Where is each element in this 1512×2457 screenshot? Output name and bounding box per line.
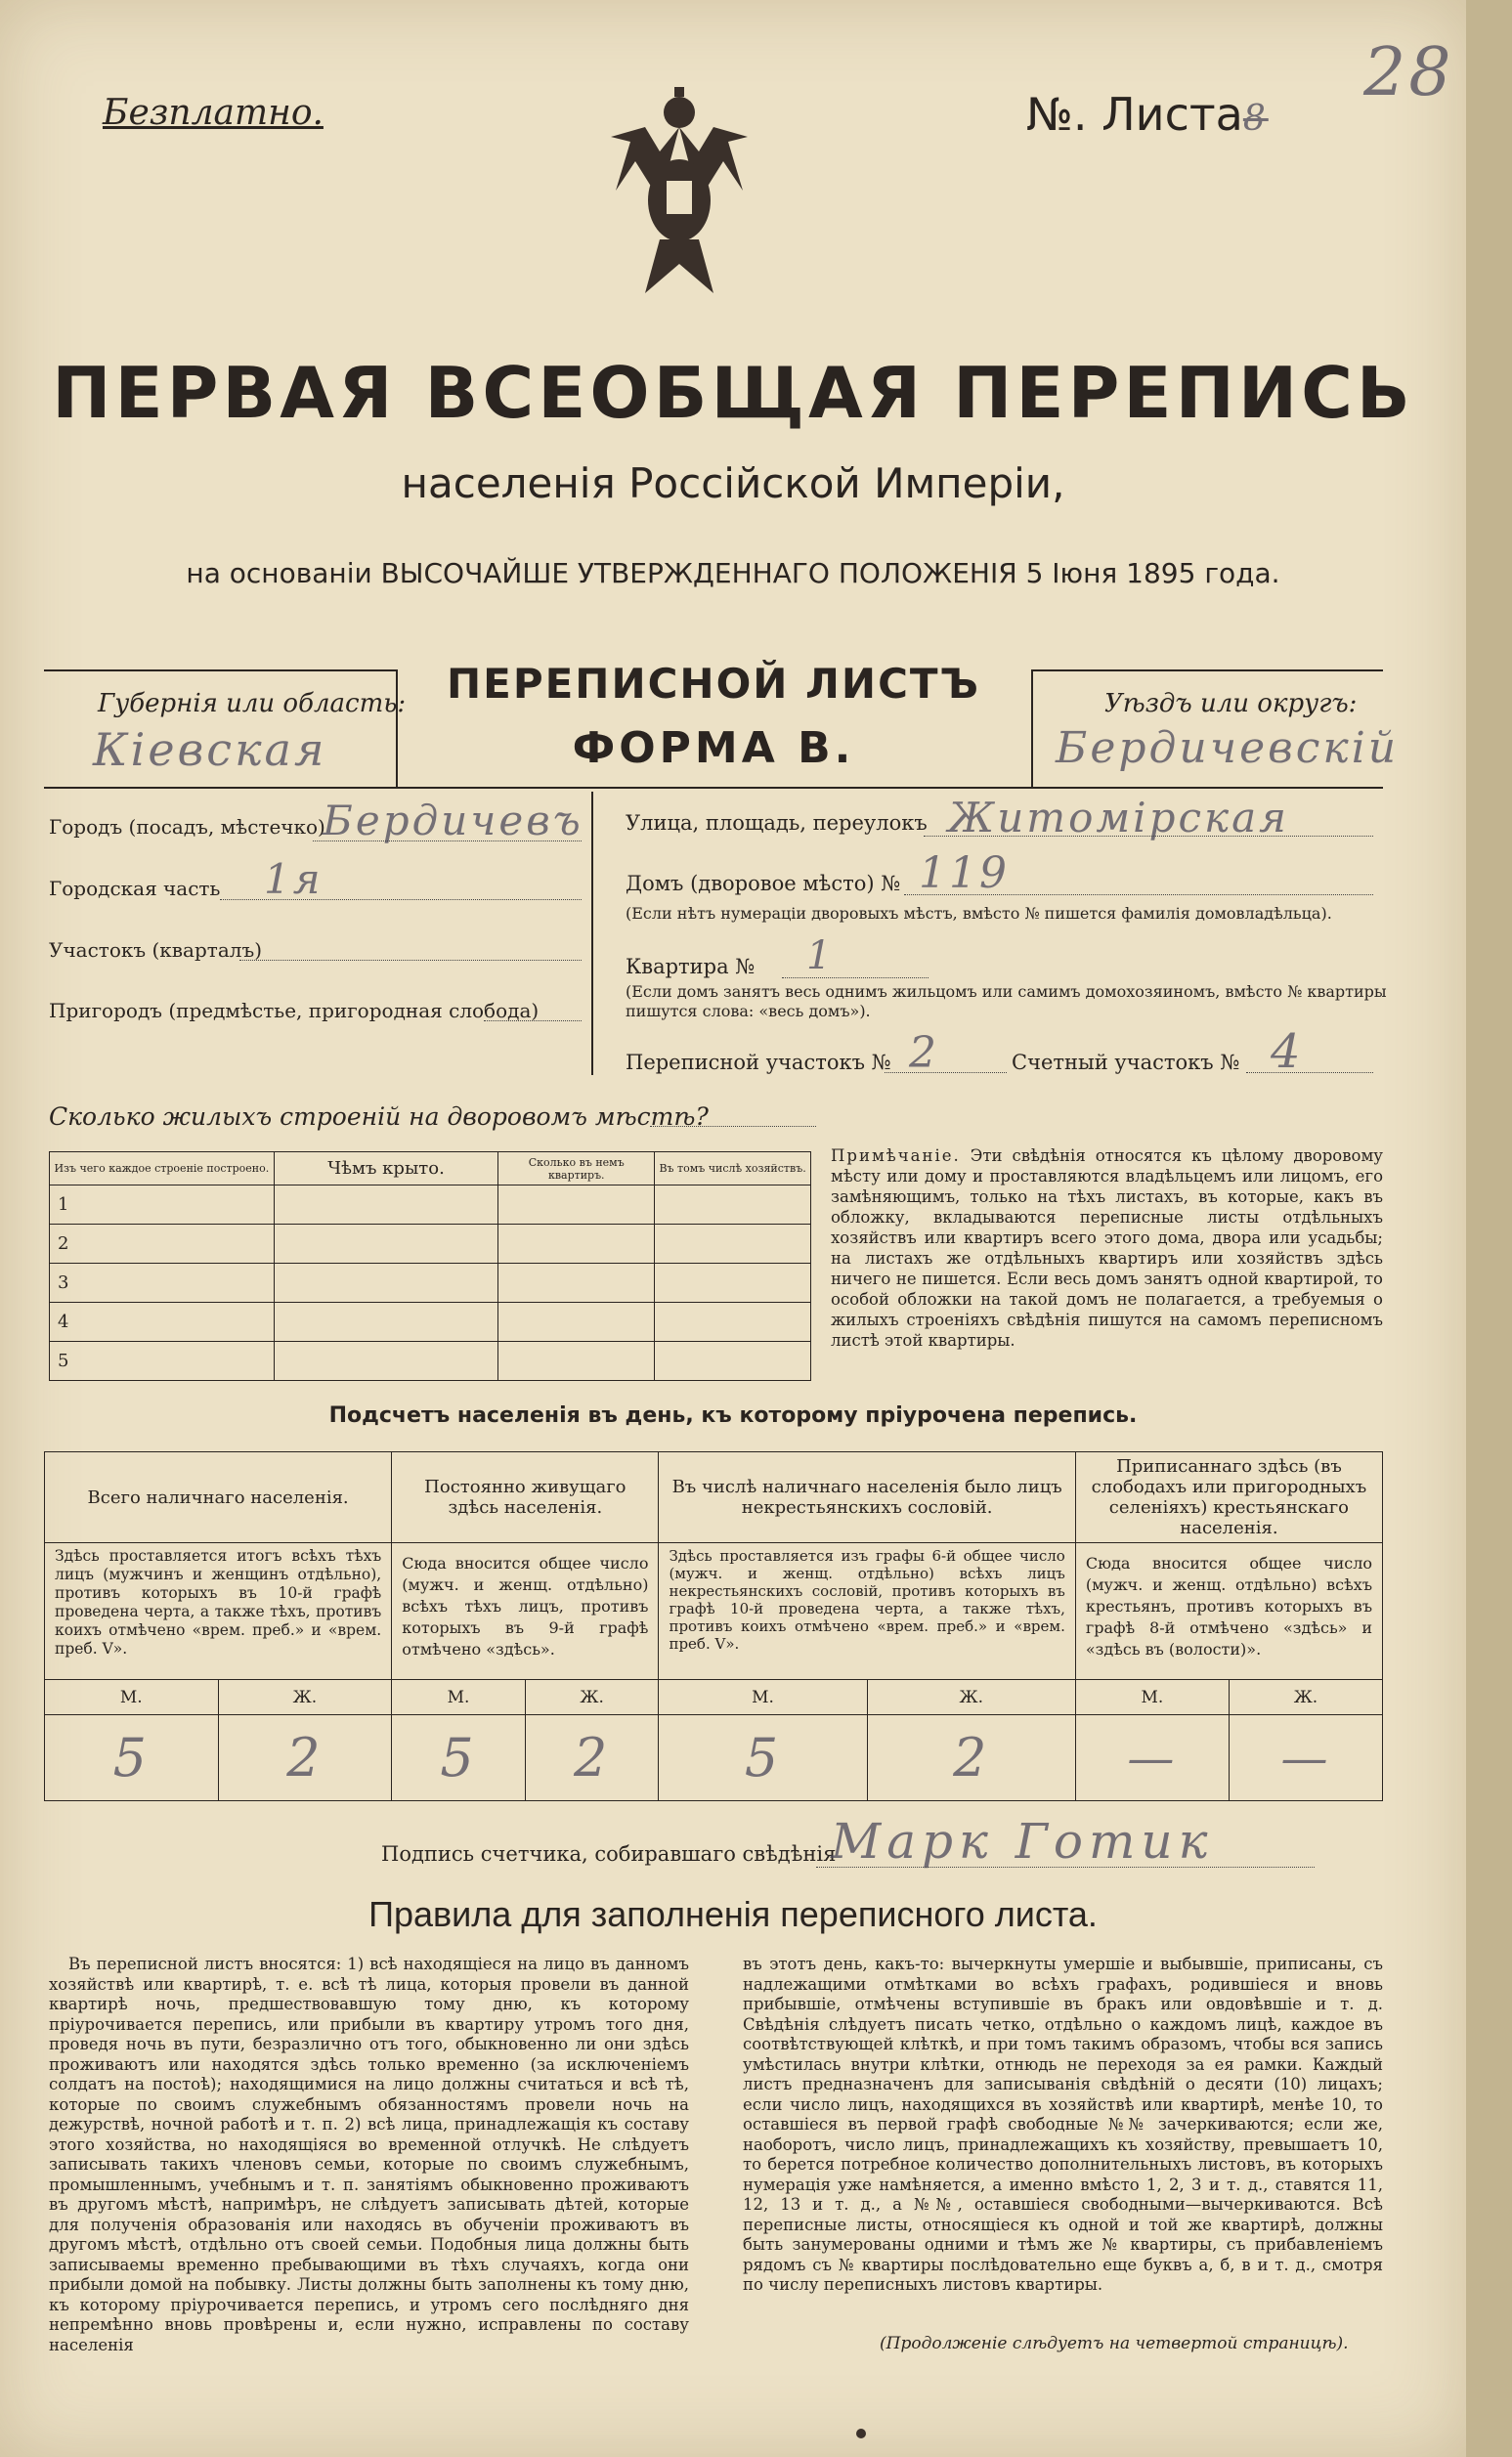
form-title: ПЕРЕПИСНОЙ ЛИСТЪ: [446, 660, 981, 708]
count-value-male: 5: [45, 1715, 219, 1801]
table-cell: [498, 1225, 655, 1264]
count-district-value: 4: [1271, 1024, 1304, 1079]
buildings-header: Въ томъ числѣ хозяйствъ.: [655, 1152, 811, 1185]
count-col-head: Всего наличнаго населенія.: [45, 1452, 392, 1543]
table-cell: [655, 1342, 811, 1381]
table-cell: [498, 1303, 655, 1342]
note-title: Примѣчаніе.: [831, 1146, 961, 1165]
count-col-head: Въ числѣ наличнаго населенія было лицъ некрестьянскихъ сословій.: [659, 1452, 1075, 1543]
page-title: ПЕРВАЯ ВСЕОБЩАЯ ПЕРЕПИСЬ: [52, 352, 1414, 434]
rules-title: Правила для заполненія переписного листа.: [368, 1894, 1098, 1934]
buildings-header: Чѣмъ крыто.: [274, 1152, 498, 1185]
rule: [1031, 669, 1383, 671]
building-row-number: 2: [50, 1225, 275, 1264]
building-row-number: 5: [50, 1342, 275, 1381]
house-label: Домъ (дворовое мѣсто) №: [626, 872, 901, 895]
building-row-number: 1: [50, 1185, 275, 1225]
count-value-female: 2: [867, 1715, 1075, 1801]
table-cell: [655, 1225, 811, 1264]
city-row: Городъ (посадъ, мѣстечко): [49, 815, 325, 839]
province-value: Кіевская: [93, 723, 327, 776]
male-label: М.: [45, 1680, 219, 1715]
punch-hole-icon: [856, 2429, 866, 2438]
form-name: ФОРМА В.: [572, 723, 855, 773]
count-value-female: —: [1229, 1715, 1382, 1801]
count-col-head: Приписаннаго здѣсь (въ слободахъ или пригородныхъ селеніяхъ) крестьянскаго населенія.: [1075, 1452, 1382, 1543]
buildings-header: Изъ чего каждое строеніе построено.: [50, 1152, 275, 1185]
free-label: Безплатно.: [103, 93, 324, 133]
table-cell: [274, 1185, 498, 1225]
buildings-note: [831, 1145, 1383, 1351]
note-text: Эти свѣдѣнія относятся къ цѣлому дворовому мѣсту или дому и проставляются владѣльцемъ или лицомъ, его замѣняющимъ, только на тѣхъ листахъ, въ которые, какъ въ обложку, вкладываются переписные листы отдѣльныхъ хозяйствъ или квартиръ всего этого дома, двора или усадьбы; на листахъ же отдѣльныхъ квартиръ или хозяйствъ здѣсь ничего не пишется. Если весь домъ занятъ одной квартирой, то особой обложки на такой домъ не полагается, а требуемыя о жилыхъ строеніяхъ свѣдѣнія пишутся на самомъ переписномъ листѣ этой квартиры.: [831, 1146, 1383, 1350]
district-value: Бердичевскій: [1056, 723, 1400, 773]
city-value: Бердичевъ: [323, 797, 583, 844]
city-part-label: Городская часть: [49, 877, 221, 900]
precinct-line: [239, 960, 582, 961]
sheet-number-value: 8: [1242, 99, 1269, 139]
count-col-desc: Сюда вносится общее число (мужч. и женщ. отдѣльно) всѣхъ крестьянъ, противъ которыхъ въ графѣ 8-й отмѣчено «здѣсь» и «здѣсь въ (волости)».: [1075, 1543, 1382, 1680]
table-cell: [655, 1264, 811, 1303]
count-col-desc: Здѣсь проставляется итогъ всѣхъ тѣхъ лицъ (мужчинъ и женщинъ отдѣльно), противъ которыхъ въ 10-й графѣ проведена черта, а также тѣхъ, противъ коихъ отмѣчено «врем. преб.» и «врем. преб. V».: [45, 1543, 392, 1680]
signature-label: Подпись счетчика, собиравшаго свѣдѣнія: [381, 1842, 837, 1866]
count-value-male: 5: [659, 1715, 867, 1801]
street-line: [924, 836, 1373, 837]
rule: [1031, 669, 1033, 787]
sheet-number-label: №. Листа8: [1026, 88, 1269, 141]
female-label: Ж.: [867, 1680, 1075, 1715]
signature-value: Марк Готик: [831, 1813, 1214, 1870]
rule: [44, 669, 396, 671]
male-label: М.: [659, 1680, 867, 1715]
apartment-label: Квартира №: [626, 955, 756, 978]
buildings-question: Сколько жилыхъ строеній на дворовомъ мѣстѣ?: [49, 1102, 709, 1131]
rule: [44, 787, 1383, 789]
count-title: Подсчетъ населенія въ день, къ которому пріурочена перепись.: [328, 1403, 1138, 1428]
buildings-answer-line: [650, 1126, 816, 1127]
table-cell: [274, 1225, 498, 1264]
census-district-value: 2: [909, 1028, 939, 1078]
province-label: Губернія или область:: [98, 689, 407, 718]
city-part-line: [220, 899, 582, 900]
city-part-value: 1я: [264, 855, 324, 903]
corner-number: 28: [1363, 34, 1454, 111]
count-value-male: —: [1075, 1715, 1229, 1801]
buildings-header: Сколько въ немъ квартиръ.: [498, 1152, 655, 1185]
house-note: (Если нѣтъ нумераціи дворовыхъ мѣстъ, вмѣсто № пишется фамилія домовладѣльца).: [626, 904, 1332, 923]
count-col-desc: Здѣсь проставляется изъ графы 6-й общее число (мужч. и женщ. отдѣльно) всѣхъ лицъ некрестьянскихъ сословій, противъ которыхъ въ графѣ 10-й проведена черта, а также тѣхъ, противъ коихъ отмѣчено «врем. преб.» и «врем. преб. V».: [659, 1543, 1075, 1680]
street-value: Житомірская: [948, 794, 1289, 841]
female-label: Ж.: [218, 1680, 392, 1715]
house-value: 119: [919, 848, 1010, 898]
apartment-value: 1: [806, 933, 835, 978]
page-edge: [1466, 0, 1512, 2457]
table-cell: [274, 1342, 498, 1381]
suburb-line: [484, 1020, 582, 1021]
count-value-male: 5: [392, 1715, 526, 1801]
apartment-note: (Если домъ занятъ весь однимъ жильцомъ или самимъ домохозяиномъ, вмѣсто № квартиры пишутся слова: «весь домъ»).: [626, 982, 1387, 1020]
district-label: Уѣздъ или округъ:: [1104, 689, 1358, 718]
male-label: М.: [1075, 1680, 1229, 1715]
female-label: Ж.: [1229, 1680, 1382, 1715]
suburb-label: Пригородъ (предмѣстье, пригородная слобода): [49, 999, 540, 1022]
eagle-emblem-icon: [606, 83, 753, 308]
buildings-table: [49, 1151, 811, 1381]
count-district-label: Счетный участокъ №: [1012, 1051, 1240, 1074]
table-cell: [498, 1342, 655, 1381]
apartment-line: [782, 977, 929, 978]
legal-basis: на основаніи ВЫСОЧАЙШЕ УТВЕРЖДЕННАГО ПОЛОЖЕНІЯ 5 Іюня 1895 года.: [186, 557, 1280, 589]
population-count-table: [44, 1451, 1383, 1801]
rules-right-column: въ этотъ день, какъ-то: вычеркнуты умершіе и выбывшіе, приписаны, съ надлежащими отмѣтками во всѣхъ графахъ, родившіеся и вновь прибывшіе, отмѣчены вступившіе въ бракъ или овдовѣвшіе и т. д. Свѣдѣнія слѣдуетъ писать четко, отдѣльно о каждомъ лицѣ, каждое въ соотвѣтствующей клѣткѣ, и при томъ такимъ образомъ, чтобы вся запись умѣстилась внутри клѣтки, отнюдь не переходя за ея рамки. Каждый листъ предназначенъ для записыванія свѣдѣній о десяти (10) лицахъ; если число лицъ, находящихся въ хозяйствѣ или квартирѣ, менѣе 10, то оставшіеся въ первой графѣ свободные №№ зачеркиваются; если же, наоборотъ, число лицъ, принадлежащихъ къ хозяйству, превышаетъ 10, то берется потребное количество дополнительныхъ листовъ, въ которыхъ нумерація уже намѣняется, а именно вмѣсто 1, 2, 3 и т. д., ставятся 11, 12, 13 и т. д., а №№, оставшіеся свободными—вычеркиваются. Всѣ переписные листы, относящіеся къ одной и той же квартирѣ, должны быть занумерованы одними и тѣмъ же № квартиры, съ прибавленіемъ рядомъ съ № квартиры послѣдовательно еще буквъ а, б, в и т. д., смотря по числу переписныхъ листовъ квартиры.: [743, 1955, 1383, 2294]
rules-continued: (Продолженіе слѣдуетъ на четвертой страницѣ).: [880, 2334, 1349, 2353]
count-col-desc: Сюда вносится общее число (мужч. и женщ. отдѣльно) всѣхъ тѣхъ лицъ, противъ которыхъ въ 9-й графѣ отмѣчено «здѣсь».: [392, 1543, 659, 1680]
census-district-label: Переписной участокъ №: [626, 1051, 891, 1074]
count-col-head: Постоянно живущаго здѣсь населенія.: [392, 1452, 659, 1543]
table-cell: [498, 1185, 655, 1225]
rules-left-column: Въ переписной листъ вносятся: 1) всѣ находящіеся на лицо въ данномъ хозяйствѣ или квартирѣ, т. е. всѣ тѣ лица, которыя провели въ данной квартирѣ ночь, предшествовавшую тому дню, къ которому пріурочивается перепись, или прибыли въ квартиру утромъ того дня, проведя ночь въ пути, безразлично отъ того, обыкновенно ли они здѣсь проживаютъ или находятся здѣсь только временно (за исключеніемъ солдатъ на постоѣ); находящимися на лицо должны считаться и всѣ тѣ, которые по своимъ служебнымъ обязанностямъ провели ночь на дежурствѣ, ночной работѣ и т. п. 2) всѣ лица, принадлежащія къ составу этого хозяйства, но находящіяся во временной отлучкѣ. Не слѣдуетъ записывать такихъ членовъ семьи, которые по своимъ служебнымъ, промышленнымъ, учебнымъ и т. п. занятіямъ обыкновенно проживаютъ въ другомъ мѣстѣ, напримѣръ, не слѣдуетъ записывать дѣтей, которые для полученія образованія или находясь въ обученіи проживаютъ въ другомъ мѣстѣ, отдѣльно отъ своей семьи. Подобныя лица должны быть записываемы временно пребывающими въ тѣхъ случаяхъ, когда они прибыли домой на побывку. Листы должны быть заполнены къ тому дню, къ которому пріурочивается перепись, и утромъ сего послѣдняго дня непремѣнно вновь провѣрены и, если нужно, исправлены по составу населенія: [49, 1955, 689, 2354]
page-subtitle: населенія Россійской Имперіи,: [401, 459, 1065, 507]
building-row-number: 3: [50, 1264, 275, 1303]
female-label: Ж.: [525, 1680, 659, 1715]
table-cell: [655, 1303, 811, 1342]
precinct-label: Участокъ (кварталъ): [49, 938, 262, 962]
census-district-line: [885, 1072, 1007, 1073]
street-label: Улица, площадь, переулокъ: [626, 811, 928, 835]
count-value-female: 2: [218, 1715, 392, 1801]
rule: [591, 792, 593, 1075]
table-cell: [274, 1264, 498, 1303]
table-cell: [498, 1264, 655, 1303]
table-cell: [655, 1185, 811, 1225]
count-value-female: 2: [525, 1715, 659, 1801]
building-row-number: 4: [50, 1303, 275, 1342]
house-line: [904, 894, 1373, 895]
male-label: М.: [392, 1680, 526, 1715]
table-cell: [274, 1303, 498, 1342]
signature-line: [816, 1867, 1315, 1868]
count-district-line: [1246, 1072, 1373, 1073]
